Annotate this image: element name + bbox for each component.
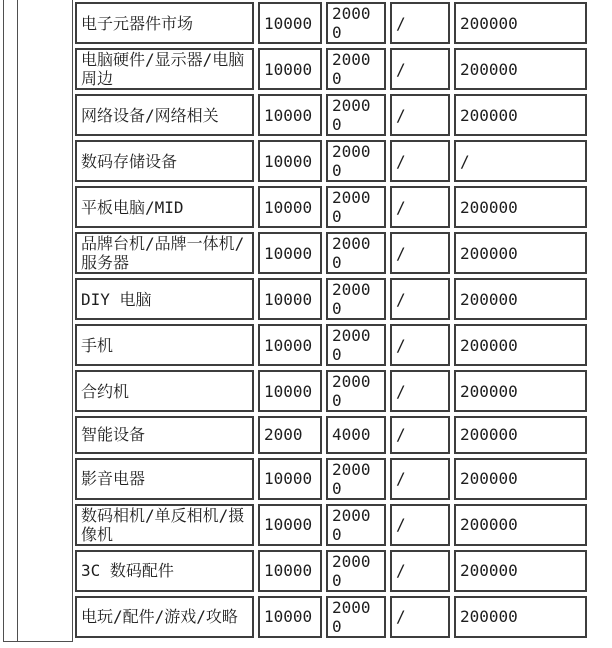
value-cell: /	[390, 48, 450, 90]
category-cell: 平板电脑/MID	[75, 186, 254, 228]
value-cell: /	[390, 370, 450, 412]
value-cell: 20000	[326, 232, 386, 274]
value-cell: /	[390, 186, 450, 228]
table-row	[75, 596, 587, 638]
value-cell: /	[390, 2, 450, 44]
category-cell: DIY 电脑	[75, 278, 254, 320]
value-cell: 20000	[326, 2, 386, 44]
value-cell: 10000	[258, 370, 322, 412]
fee-table-body	[75, 2, 587, 638]
value-cell: 200000	[454, 186, 587, 228]
value-cell: /	[390, 278, 450, 320]
value-cell: 20000	[326, 504, 386, 546]
category-cell: 品牌台机/品牌一体机/服务器	[75, 232, 254, 274]
value-cell: /	[390, 140, 450, 182]
value-cell: 200000	[454, 550, 587, 592]
table-row	[75, 416, 587, 454]
value-cell: 2000	[258, 416, 322, 454]
category-cell: 电脑硬件/显示器/电脑周边	[75, 48, 254, 90]
category-fee-table	[71, 0, 591, 642]
category-cell: 电子元器件市场	[75, 2, 254, 44]
value-cell: 10000	[258, 140, 322, 182]
table-row	[75, 186, 587, 228]
table-row	[75, 2, 587, 44]
value-cell: 200000	[454, 232, 587, 274]
value-cell: /	[454, 140, 587, 182]
table-row	[75, 232, 587, 274]
value-cell: 200000	[454, 278, 587, 320]
value-cell: 10000	[258, 550, 322, 592]
value-cell: /	[390, 550, 450, 592]
value-cell: 200000	[454, 324, 587, 366]
table-row	[75, 48, 587, 90]
value-cell: 10000	[258, 278, 322, 320]
value-cell: 10000	[258, 504, 322, 546]
table-row	[75, 504, 587, 546]
gutter-cell-wide	[18, 0, 72, 641]
value-cell: 10000	[258, 48, 322, 90]
value-cell: 20000	[326, 370, 386, 412]
value-cell: 200000	[454, 596, 587, 638]
value-cell: /	[390, 416, 450, 454]
value-cell: 4000	[326, 416, 386, 454]
value-cell: 20000	[326, 186, 386, 228]
category-cell: 数码相机/单反相机/摄像机	[75, 504, 254, 546]
table-row	[75, 94, 587, 136]
value-cell: 10000	[258, 2, 322, 44]
value-cell: /	[390, 94, 450, 136]
value-cell: /	[390, 232, 450, 274]
value-cell: 10000	[258, 186, 322, 228]
category-cell: 影音电器	[75, 458, 254, 500]
value-cell: /	[390, 504, 450, 546]
value-cell: 10000	[258, 94, 322, 136]
value-cell: 200000	[454, 504, 587, 546]
value-cell: 10000	[258, 596, 322, 638]
value-cell: 200000	[454, 370, 587, 412]
value-cell: 20000	[326, 94, 386, 136]
value-cell: /	[390, 458, 450, 500]
table-row	[75, 324, 587, 366]
table-row	[75, 278, 587, 320]
value-cell: 200000	[454, 2, 587, 44]
table-row	[75, 550, 587, 592]
category-cell: 3C 数码配件	[75, 550, 254, 592]
category-cell: 网络设备/网络相关	[75, 94, 254, 136]
category-cell: 数码存储设备	[75, 140, 254, 182]
gutter-cell-narrow	[4, 0, 18, 641]
value-cell: /	[390, 596, 450, 638]
value-cell: 20000	[326, 324, 386, 366]
category-cell: 合约机	[75, 370, 254, 412]
table-row	[75, 140, 587, 182]
value-cell: 10000	[258, 458, 322, 500]
value-cell: 20000	[326, 458, 386, 500]
outer-table-left-gutter	[3, 0, 73, 642]
table-row	[75, 370, 587, 412]
value-cell: 200000	[454, 48, 587, 90]
value-cell: /	[390, 324, 450, 366]
value-cell: 200000	[454, 416, 587, 454]
value-cell: 20000	[326, 550, 386, 592]
value-cell: 10000	[258, 324, 322, 366]
category-cell: 智能设备	[75, 416, 254, 454]
value-cell: 20000	[326, 596, 386, 638]
table-row	[75, 458, 587, 500]
category-cell: 电玩/配件/游戏/攻略	[75, 596, 254, 638]
value-cell: 200000	[454, 458, 587, 500]
value-cell: 20000	[326, 48, 386, 90]
value-cell: 20000	[326, 278, 386, 320]
category-cell: 手机	[75, 324, 254, 366]
value-cell: 10000	[258, 232, 322, 274]
value-cell: 200000	[454, 94, 587, 136]
value-cell: 20000	[326, 140, 386, 182]
